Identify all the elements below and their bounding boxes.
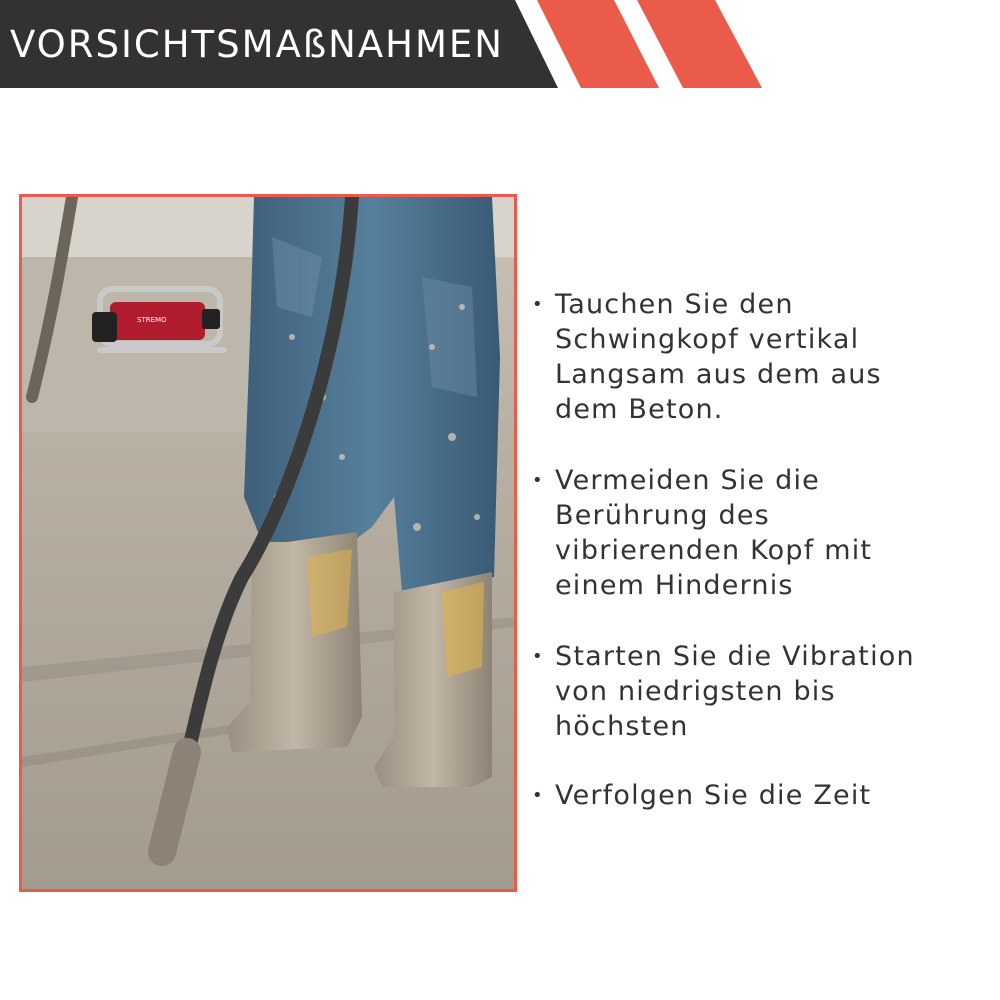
bullet-text: Vermeiden Sie die Berührung des vibrierenden Kopf mit einem Hindernis [555,465,873,601]
concrete-worker-photo [19,194,517,892]
bullet-text: Tauchen Sie den Schwingkopf vertikal Langsam aus dem aus dem Beton. [555,289,882,425]
bullet-dot-icon: • [532,646,544,667]
list-item [528,463,988,603]
header-banner [0,0,1000,90]
banner-red-stripe-1 [537,0,659,88]
bullet-dot-icon: • [532,785,544,806]
bullet-dot-icon: • [532,470,544,491]
list-item [528,778,988,813]
page-title: VORSICHTSMAßNAHMEN [10,23,504,66]
product-brand-text: STREMO [137,316,167,324]
banner-red-stripe-2 [637,0,762,88]
precautions-list [528,287,988,813]
bullet-dot-icon: • [532,294,544,315]
list-item [528,287,988,427]
bullet-text: Verfolgen Sie die Zeit [555,780,872,811]
bullet-text: Starten Sie die Vibration von niedrigsten bis höchsten [555,641,915,742]
list-item [528,639,988,744]
